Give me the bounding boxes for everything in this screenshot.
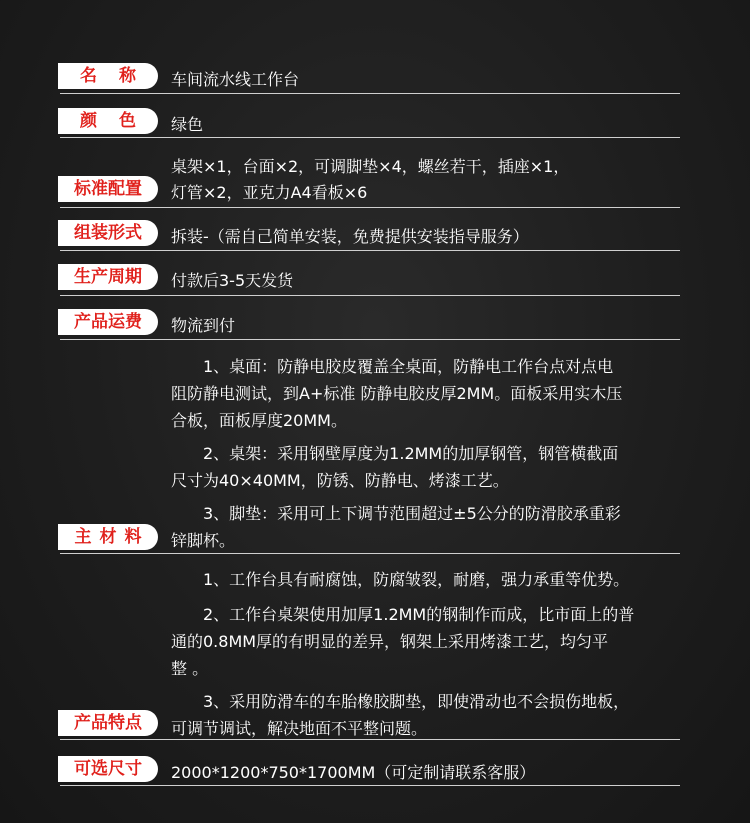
materials-paragraph-3 xyxy=(171,500,686,554)
value-sizes: 2000*1200*750*1700MM（可定制请联系客服） xyxy=(171,763,536,782)
features-p2-line1: 2、工作台桌架使用加厚1.2MM的钢制作而成，比市面上的普 xyxy=(203,605,635,624)
value-name: 车间流水线工作台 xyxy=(171,70,300,89)
divider xyxy=(60,739,680,740)
label-shipping: 产品运费 xyxy=(58,309,158,335)
label-standard: 标准配置 xyxy=(58,176,158,202)
materials-p1-line1: 1、桌面：防静电胶皮覆盖全桌面，防静电工作台点对点电 xyxy=(203,357,614,376)
materials-p3-line2: 锌脚杯。 xyxy=(171,531,236,550)
materials-paragraph-1 xyxy=(171,353,686,434)
divider xyxy=(60,207,680,208)
materials-p1-line3: 合板，面板厚度20MM。 xyxy=(171,411,347,430)
features-p3-line1: 3、采用防滑车的车胎橡胶脚垫，即使滑动也不会损伤地板， xyxy=(203,692,630,711)
value-standard-line2: 灯管×2，亚克力A4看板×6 xyxy=(171,183,368,202)
divider xyxy=(60,137,680,138)
materials-p1-line2: 阻防静电测试，到A+标准 防静电胶皮厚2MM。面板采用实木压 xyxy=(171,384,623,403)
label-materials: 主材料 xyxy=(58,524,158,550)
features-p2-line3: 整 。 xyxy=(171,659,209,678)
value-color: 绿色 xyxy=(171,115,204,134)
divider xyxy=(60,250,680,251)
label-color: 颜 色 xyxy=(58,108,158,134)
label-sizes: 可选尺寸 xyxy=(58,756,158,782)
label-features: 产品特点 xyxy=(58,710,158,736)
divider xyxy=(60,93,680,94)
materials-p3-line1: 3、脚垫：采用可上下调节范围超过±5公分的防滑胶承重彩 xyxy=(203,504,621,523)
label-assembly: 组装形式 xyxy=(58,220,158,246)
materials-p2-line2: 尺寸为40×40MM，防锈、防静电、烤漆工艺。 xyxy=(171,471,509,490)
divider xyxy=(60,339,680,340)
features-paragraph-1 xyxy=(171,566,686,593)
divider xyxy=(60,295,680,296)
divider xyxy=(60,785,680,786)
materials-paragraph-2 xyxy=(171,440,686,494)
value-production: 付款后3-5天发货 xyxy=(171,271,294,290)
features-p3-line2: 可调节调试，解决地面不平整问题。 xyxy=(171,719,428,738)
value-shipping: 物流到付 xyxy=(171,316,236,335)
features-paragraph-3 xyxy=(171,688,686,742)
label-name: 名 称 xyxy=(58,63,158,89)
materials-p2-line1: 2、桌架：采用钢壁厚度为1.2MM的加厚钢管，钢管横截面 xyxy=(203,444,619,463)
label-production: 生产周期 xyxy=(58,264,158,290)
features-paragraph-2 xyxy=(171,601,686,682)
value-assembly: 拆装-（需自己简单安装，免费提供安装指导服务） xyxy=(171,227,529,246)
value-standard-line1: 桌架×1，台面×2，可调脚垫×4，螺丝若干，插座×1， xyxy=(171,157,570,176)
features-p1-line1: 1、工作台具有耐腐蚀，防腐皱裂，耐磨，强力承重等优势。 xyxy=(203,570,630,589)
divider xyxy=(60,553,680,554)
features-p2-line2: 通的0.8MM厚的有明显的差异，钢架上采用烤漆工艺，均匀平 xyxy=(171,632,609,651)
